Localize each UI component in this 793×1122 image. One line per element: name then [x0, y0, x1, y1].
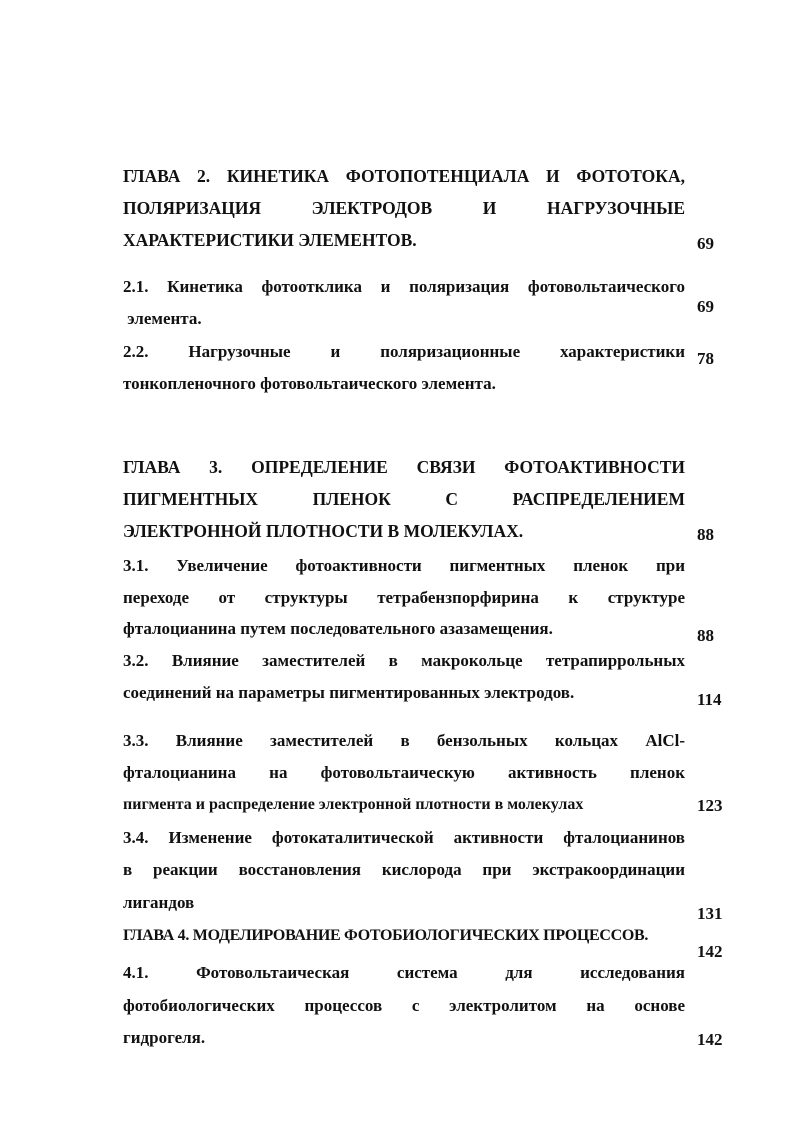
- toc-line: пигмента и распределение электронной плотности в молекулах: [123, 796, 584, 813]
- toc-page-number: 131: [697, 904, 723, 923]
- toc-line: 4.1. Фотовольтаическая система для исследования: [123, 963, 685, 982]
- toc-page-number: 142: [697, 942, 723, 961]
- toc-line: в реакции восстановления кислорода при экстракоординации: [123, 860, 685, 879]
- toc-line: лигандов: [123, 893, 195, 912]
- toc-line: фотобиологических процессов с электролитом на основе: [123, 996, 685, 1015]
- toc-line: 3.4. Изменение фотокаталитической активности фталоцианинов: [123, 828, 685, 847]
- toc-line: ПИГМЕНТНЫХ ПЛЕНОК С РАСПРЕДЕЛЕНИЕМ: [123, 489, 685, 509]
- toc-page-number: 142: [697, 1030, 723, 1049]
- toc-line: ГЛАВА 3. ОПРЕДЕЛЕНИЕ СВЯЗИ ФОТОАКТИВНОСТИ: [123, 457, 685, 477]
- toc-line: соединений на параметры пигментированных электродов.: [123, 683, 575, 702]
- toc-line: 2.2. Нагрузочные и поляризационные характеристики: [123, 342, 685, 361]
- toc-line: тонкопленочного фотовольтаического элемента.: [123, 374, 496, 393]
- toc-line: 2.1. Кинетика фотоотклика и поляризация фотовольтаического: [123, 277, 685, 296]
- toc-page-number: 69: [697, 297, 714, 316]
- toc-line: переходе от структуры тетрабензпорфирина к структуре: [123, 588, 685, 607]
- toc-line: ГЛАВА 2. КИНЕТИКА ФОТОПОТЕНЦИАЛА И ФОТОТОКА,: [123, 166, 685, 186]
- toc-page-number: 78: [697, 349, 714, 368]
- toc-line: гидрогеля.: [123, 1028, 206, 1047]
- toc-line: ХАРАКТЕРИСТИКИ ЭЛЕМЕНТОВ.: [123, 230, 417, 250]
- toc-line: элемента.: [123, 309, 202, 328]
- toc-page-number: 88: [697, 525, 714, 544]
- toc-line: ЭЛЕКТРОННОЙ ПЛОТНОСТИ В МОЛЕКУЛАХ.: [123, 521, 524, 541]
- toc-line: ПОЛЯРИЗАЦИЯ ЭЛЕКТРОДОВ И НАГРУЗОЧНЫЕ: [123, 198, 685, 218]
- toc-line: 3.1. Увеличение фотоактивности пигментных пленок при: [123, 556, 685, 575]
- toc-line: фталоцианина на фотовольтаическую активность пленок: [123, 763, 685, 782]
- toc-page-number: 69: [697, 234, 714, 253]
- toc-line: ГЛАВА 4. МОДЕЛИРОВАНИЕ ФОТОБИОЛОГИЧЕСКИХ ПРОЦЕССОВ.: [123, 927, 649, 944]
- toc-page-number: 114: [697, 690, 722, 709]
- toc-page-number: 88: [697, 626, 714, 645]
- toc-page-number: 123: [697, 796, 723, 815]
- toc-line: фталоцианина путем последовательного азазамещения.: [123, 619, 553, 638]
- toc-line: 3.2. Влияние заместителей в макрокольце тетрапиррольных: [123, 651, 685, 670]
- toc-line: 3.3. Влияние заместителей в бензольных кольцах AlCl-: [123, 731, 685, 750]
